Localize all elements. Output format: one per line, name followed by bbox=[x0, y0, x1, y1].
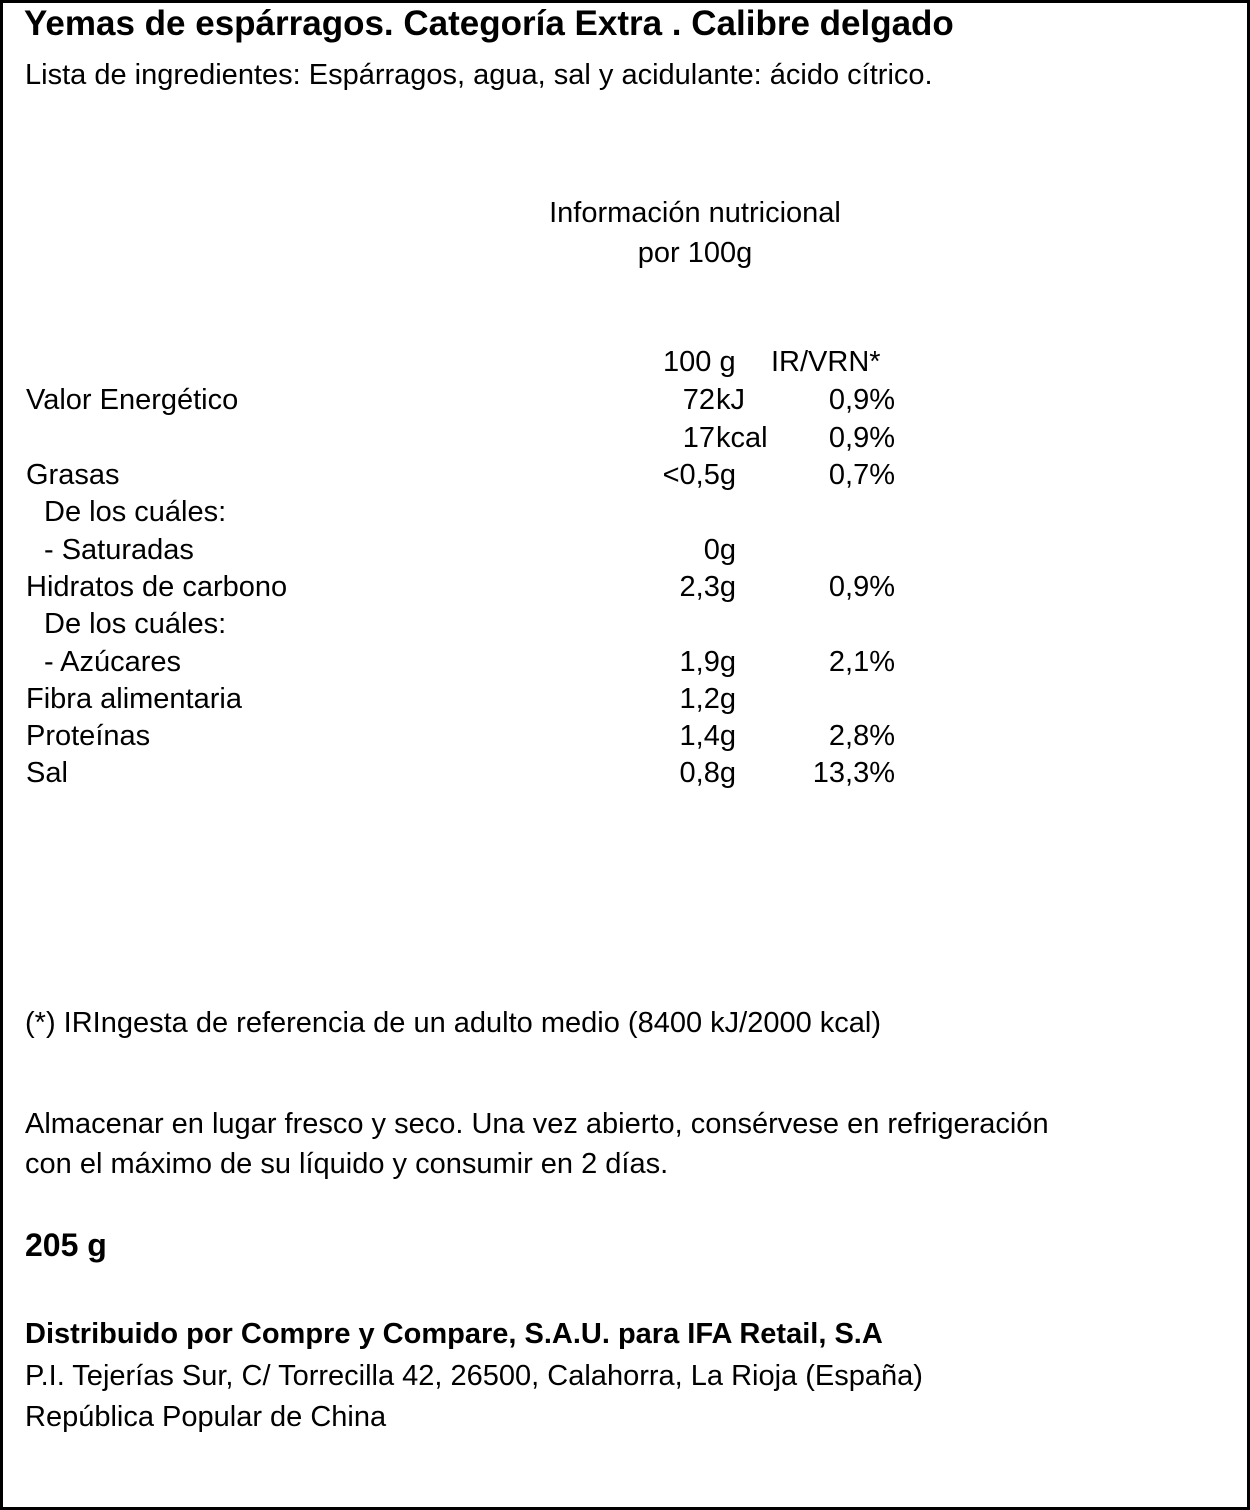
storage-instructions: Almacenar en lugar fresco y seco. Una vez abierto, consérvese en refrigeración bbox=[25, 1108, 1049, 1140]
nutrient-value: 2,3g bbox=[679, 571, 736, 603]
country-of-origin: República Popular de China bbox=[25, 1401, 387, 1433]
ingredients-list: Lista de ingredientes: Espárragos, agua, sal y acidulante: ácido cítrico. bbox=[25, 59, 933, 91]
nutrient-value: 72 bbox=[682, 384, 715, 416]
column-ri-header: IR/VRN* bbox=[771, 346, 881, 378]
nutrient-label: Hidratos de carbono bbox=[26, 571, 288, 603]
nutrient-label: - Saturadas bbox=[44, 534, 194, 566]
reference-intake-footnote: (*) IRIngesta de referencia de un adulto medio (8400 kJ/2000 kcal) bbox=[25, 1007, 881, 1039]
nutrient-sublabel: De los cuáles: bbox=[44, 496, 227, 528]
nutrient-value: 1,9g bbox=[679, 646, 736, 678]
nutrient-ri: 13,3% bbox=[812, 757, 895, 789]
nutrient-ri: 0,9% bbox=[828, 571, 895, 603]
nutrient-label: - Azúcares bbox=[44, 646, 181, 678]
storage-instructions-cont: con el máximo de su líquido y consumir en 2 días. bbox=[25, 1148, 669, 1180]
nutrient-ri: 0,9% bbox=[828, 422, 895, 454]
distributor-address: P.I. Tejerías Sur, C/ Torrecilla 42, 26500, Calahorra, La Rioja (España) bbox=[25, 1360, 923, 1392]
nutrient-value: <0,5g bbox=[662, 459, 736, 491]
nutrition-heading: Información nutricional bbox=[549, 197, 841, 229]
nutrient-value: 1,2g bbox=[679, 683, 736, 715]
nutrient-value: 17 bbox=[682, 422, 715, 454]
nutrient-value: 0g bbox=[703, 534, 736, 566]
nutrition-per-100g: por 100g bbox=[637, 237, 753, 269]
column-amount-header: 100 g bbox=[663, 346, 736, 378]
nutrient-ri: 0,9% bbox=[828, 384, 895, 416]
nutrient-unit: kcal bbox=[716, 422, 768, 454]
net-weight: 205 g bbox=[25, 1227, 107, 1263]
nutrient-unit: kJ bbox=[716, 384, 745, 416]
nutrient-label: Fibra alimentaria bbox=[26, 683, 242, 715]
nutrient-label: Valor Energético bbox=[26, 384, 239, 416]
nutrient-sublabel: De los cuáles: bbox=[44, 608, 227, 640]
nutrient-label: Sal bbox=[26, 757, 68, 789]
nutrient-label: Grasas bbox=[26, 459, 120, 491]
nutrient-ri: 2,8% bbox=[828, 720, 895, 752]
distributor-name: Distribuido por Compre y Compare, S.A.U. para IFA Retail, S.A bbox=[25, 1318, 883, 1350]
nutrient-label: Proteínas bbox=[26, 720, 151, 752]
nutrient-ri: 0,7% bbox=[828, 459, 895, 491]
nutrient-ri: 2,1% bbox=[828, 646, 895, 678]
nutrient-value: 1,4g bbox=[679, 720, 736, 752]
product-title: Yemas de espárragos. Categoría Extra . Calibre delgado bbox=[24, 4, 954, 43]
nutrient-value: 0,8g bbox=[679, 757, 736, 789]
